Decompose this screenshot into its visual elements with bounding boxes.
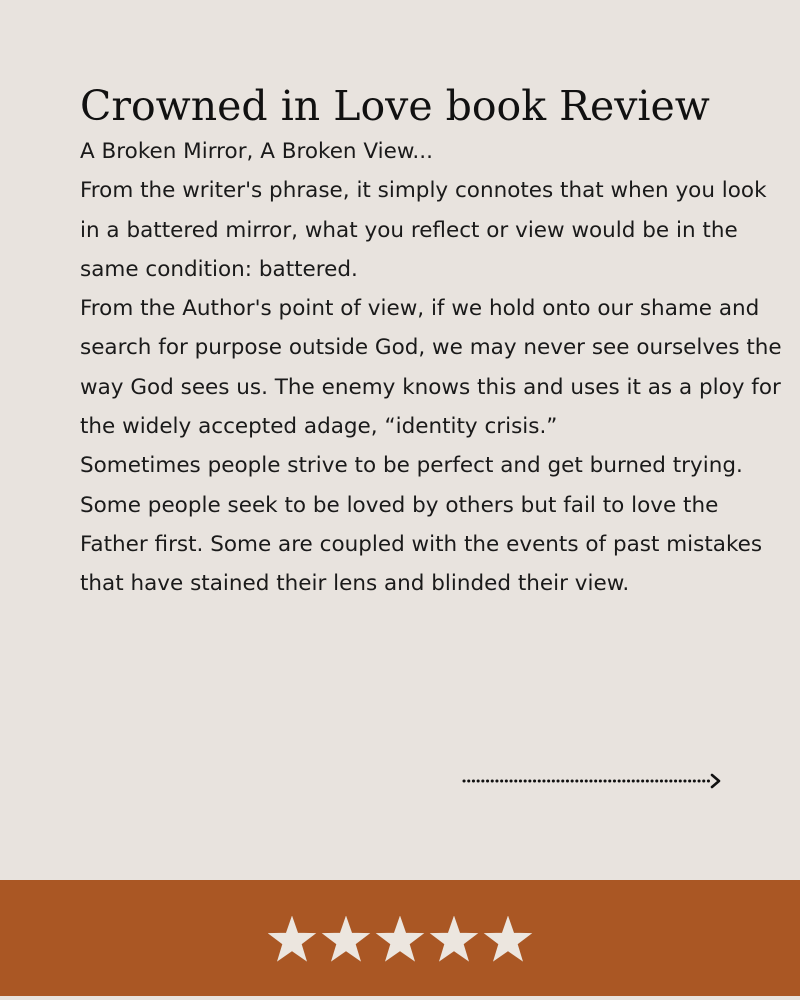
star-icon <box>431 917 477 960</box>
review-paragraph: Sometimes people strive to be perfect and get burned trying. <box>80 453 743 479</box>
star-icon <box>377 917 423 960</box>
star-icon <box>269 917 315 960</box>
review-paragraph: From the Author's point of view, if we hold onto our shame and search for purpose outside God, we may never see ourselves the way God sees us. The enemy knows this and uses it as a ploy for the widely accepted adage, “identity crisis.” <box>80 296 782 440</box>
star-icon <box>485 917 531 960</box>
review-subtitle: A Broken Mirror, A Broken View... <box>80 139 433 164</box>
review-paragraph: Some people seek to be loved by others but fail to love the Father first. Some are coupled with the events of past mistakes that have stained their lens and blinded their view. <box>80 492 763 597</box>
footer-edge <box>0 996 800 1000</box>
review-paragraph: From the writer's phrase, it simply connotes that when you look in a battered mirror, what you reflect or view would be in the same condition: battered. <box>80 178 767 282</box>
review-body <box>80 132 785 604</box>
dotted-arrow-right-icon[interactable] <box>462 770 724 792</box>
review-title: Crowned in Love book Review <box>80 82 710 130</box>
star-rating <box>268 916 534 964</box>
star-icon <box>323 917 369 960</box>
